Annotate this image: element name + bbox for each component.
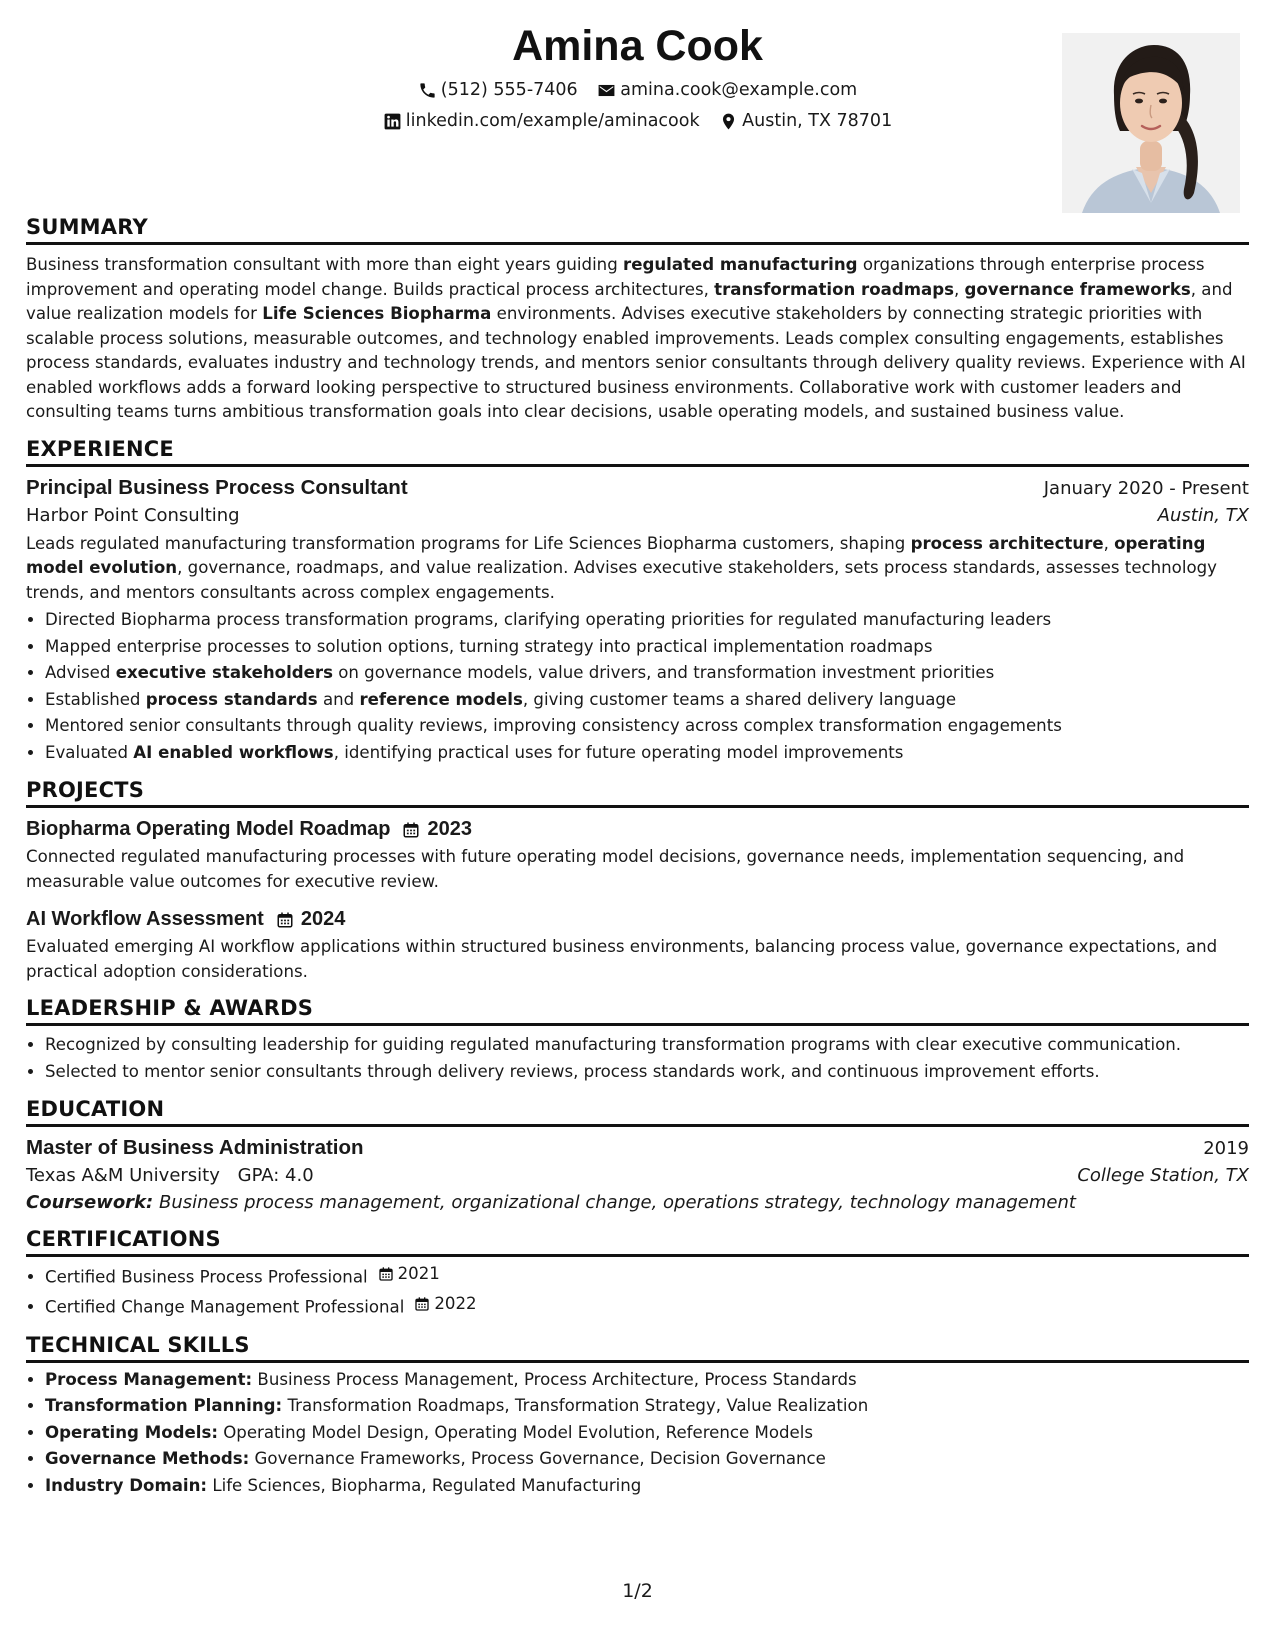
bold-keyword: governance frameworks <box>964 279 1191 299</box>
page-number: 1/2 <box>622 1580 653 1602</box>
projects-title: PROJECTS <box>26 778 1249 808</box>
skill-category: Process Management: <box>45 1369 253 1389</box>
text-segment: Mentored senior consultants through quality reviews, improving consistency across complex transformation engagements <box>45 716 1062 735</box>
text-segment: environments. Advises executive stakeholders by connecting strategic priorities with scalable process solutions, measurable outcomes, and technology enabled improvements. Leads complex consulting engagements, establishes process standards, evaluates industry and technology trends, and mentors senior consultants through delivery quality reviews. Experience with AI enabled workflows adds a forward looking perspective to structured business environments. Collaborative work with customer leaders and consulting teams turns ambitious transformation goals into clear decisions, usable operating models, and sustained business value. <box>26 304 1246 421</box>
text-segment: Advised <box>45 663 116 682</box>
skill-category: Industry Domain: <box>45 1475 208 1495</box>
bold-keyword: process standards <box>145 689 318 709</box>
bold-keyword: transformation roadmaps <box>714 279 954 299</box>
project-name: Biopharma Operating Model Roadmap <box>26 818 391 840</box>
phone-number: (512) 555-7406 <box>440 80 578 100</box>
calendar-icon <box>378 1266 394 1282</box>
contact-location <box>719 111 892 131</box>
coursework-label: Coursework: <box>26 1192 154 1213</box>
text-segment: , <box>1103 533 1115 553</box>
summary-text <box>26 253 1249 425</box>
contact-email[interactable] <box>597 80 857 100</box>
list-item <box>45 1420 1249 1447</box>
list-item <box>45 634 1249 661</box>
profile-photo <box>1062 33 1240 213</box>
school-name: Texas A&M University <box>26 1165 220 1186</box>
calendar-icon <box>414 1296 430 1312</box>
list-item <box>45 1261 1249 1291</box>
bold-keyword: operating model evolution <box>26 533 1206 577</box>
linkedin-url[interactable]: linkedin.com/example/aminacook <box>405 111 700 131</box>
phone-icon <box>418 81 437 100</box>
school-info <box>26 1165 314 1186</box>
list-item <box>45 1393 1249 1420</box>
project-item <box>26 818 1249 894</box>
list-item <box>45 660 1249 687</box>
calendar-icon <box>402 821 420 839</box>
experience-section <box>26 437 1249 767</box>
education-section <box>26 1097 1249 1213</box>
summary-section <box>26 215 1249 425</box>
bold-keyword: process architecture <box>910 533 1104 553</box>
experience-title: EXPERIENCE <box>26 437 1249 467</box>
skills-list <box>26 1367 1249 1500</box>
avatar <box>1062 33 1240 213</box>
project-date <box>276 908 346 931</box>
company-name: Harbor Point Consulting <box>26 504 240 526</box>
skills-title: TECHNICAL SKILLS <box>26 1333 1249 1363</box>
contact-linkedin[interactable] <box>383 111 700 131</box>
coursework <box>26 1192 1249 1213</box>
contact-phone <box>418 80 578 100</box>
text-segment: , identifying practical uses for future operating model improvements <box>333 742 904 762</box>
company-line <box>26 505 1249 526</box>
project-year: 2024 <box>300 908 346 930</box>
project-description: Connected regulated manufacturing processes with future operating model decisions, governance needs, implementation sequencing, and measurable value outcomes for executive review. <box>26 847 1185 891</box>
text-segment: , giving customer teams a shared delivery language <box>522 689 957 709</box>
text-segment: organizations through enterprise process improvement and operating model change. Builds practical process architectures, <box>26 255 1205 299</box>
text-segment: Business transformation consultant with more than eight years guiding <box>26 255 624 274</box>
school-location: College Station, TX <box>1077 1165 1249 1186</box>
skills-section <box>26 1333 1249 1500</box>
certifications-section <box>26 1227 1249 1321</box>
list-item <box>45 1367 1249 1394</box>
experience-bullets <box>26 607 1249 766</box>
leadership-title: LEADERSHIP & AWARDS <box>26 996 1249 1026</box>
list-item: • Selected to mentor senior consultants through delivery reviews, process standards work, and continuous improvement efforts. <box>45 1059 1249 1086</box>
text-segment: Evaluated <box>45 742 134 762</box>
email-address[interactable]: amina.cook@example.com <box>620 80 858 100</box>
text-segment: Established <box>45 689 146 709</box>
leadership-section <box>26 996 1249 1085</box>
list-item <box>45 607 1249 634</box>
skill-values: Governance Frameworks, Process Governance, Decision Governance <box>249 1449 826 1468</box>
certifications-title: CERTIFICATIONS <box>26 1227 1249 1257</box>
degree-line <box>26 1136 1249 1160</box>
project-title-line <box>26 908 1249 931</box>
text-segment: , <box>953 279 965 299</box>
text-segment: , governance, roadmaps, and value realization. Advises executive stakeholders, sets process standards, assesses technology trends, and mentors consultants across complex engagements. <box>26 558 1217 602</box>
list-item <box>45 713 1249 740</box>
role-dates: January 2020 - Present <box>1043 477 1249 499</box>
project-date <box>402 818 472 841</box>
text-segment: , and value realization models for <box>26 279 1233 323</box>
project-name: AI Workflow Assessment <box>26 908 264 930</box>
text-segment: Leads regulated manufacturing transformation programs for Life Sciences Biopharma customers, shaping <box>26 533 911 553</box>
skill-category: Governance Methods: <box>45 1449 250 1468</box>
degree-year: 2019 <box>1203 1138 1249 1159</box>
certification-year: 2021 <box>397 1264 440 1283</box>
skill-values: Operating Model Design, Operating Model Evolution, Reference Models <box>217 1422 813 1442</box>
certification-name: Certified Business Process Professional <box>45 1267 368 1287</box>
education-title: EDUCATION <box>26 1097 1249 1127</box>
company-location: Austin, TX <box>1157 504 1249 526</box>
list-item <box>45 1291 1249 1321</box>
projects-section <box>26 778 1249 984</box>
certification-date <box>414 1291 476 1318</box>
degree-name: Master of Business Administration <box>26 1136 364 1159</box>
skill-values: Life Sciences, Biopharma, Regulated Manufacturing <box>207 1475 642 1495</box>
bold-keyword: reference models <box>359 689 523 709</box>
list-item <box>45 1473 1249 1500</box>
project-year: 2023 <box>427 818 472 840</box>
certification-year: 2022 <box>434 1293 477 1313</box>
skill-category: Operating Models: <box>45 1422 218 1442</box>
list-item <box>45 687 1249 714</box>
bold-keyword: regulated manufacturing <box>623 255 858 274</box>
projects-list <box>26 818 1249 984</box>
text-segment: Directed Biopharma process transformation programs, clarifying operating priorities for regulated manufacturing leaders <box>45 610 1052 629</box>
skill-values: Transformation Roadmaps, Transformation Strategy, Value Realization <box>282 1396 869 1415</box>
certifications-list <box>26 1261 1249 1321</box>
role-title: Principal Business Process Consultant <box>26 475 408 499</box>
summary-title: SUMMARY <box>26 215 1249 245</box>
project-title-line <box>26 818 1249 841</box>
bold-keyword: Life Sciences Biopharma <box>262 304 492 323</box>
text-segment: on governance models, value drivers, and transformation investment priorities <box>332 663 995 682</box>
calendar-icon <box>276 911 294 929</box>
project-description: Evaluated emerging AI workflow applications within structured business environments, balancing process value, governance expectations, and practical adoption considerations. <box>26 937 1218 981</box>
coursework-list: Business process management, organizational change, operations strategy, technology management <box>158 1192 1076 1213</box>
role-line <box>26 476 1249 500</box>
list-item: • Recognized by consulting leadership for guiding regulated manufacturing transformation programs with clear executive communication. <box>45 1032 1249 1059</box>
envelope-icon <box>597 81 616 100</box>
map-pin-icon <box>719 112 738 131</box>
list-item <box>45 740 1249 767</box>
resume-header <box>26 0 1249 215</box>
certification-date <box>378 1261 440 1288</box>
skill-values: Business Process Management, Process Architecture, Process Standards <box>252 1369 857 1389</box>
bold-keyword: AI enabled workflows <box>133 742 334 762</box>
skill-category: Transformation Planning: <box>45 1396 283 1415</box>
list-item <box>45 1446 1249 1473</box>
location-text: Austin, TX 78701 <box>742 111 893 131</box>
bold-keyword: executive stakeholders <box>115 663 333 682</box>
leadership-bullets <box>26 1032 1249 1085</box>
role-description <box>26 532 1249 606</box>
certification-name: Certified Change Management Professional <box>45 1297 405 1316</box>
text-segment: and <box>317 689 360 709</box>
school-line <box>26 1165 1249 1186</box>
linkedin-icon <box>383 112 402 131</box>
gpa: GPA: 4.0 <box>237 1165 314 1186</box>
text-segment: Mapped enterprise processes to solution options, turning strategy into practical implementation roadmaps <box>45 636 933 656</box>
candidate-name: Amina Cook <box>512 22 763 70</box>
project-item <box>26 908 1249 984</box>
